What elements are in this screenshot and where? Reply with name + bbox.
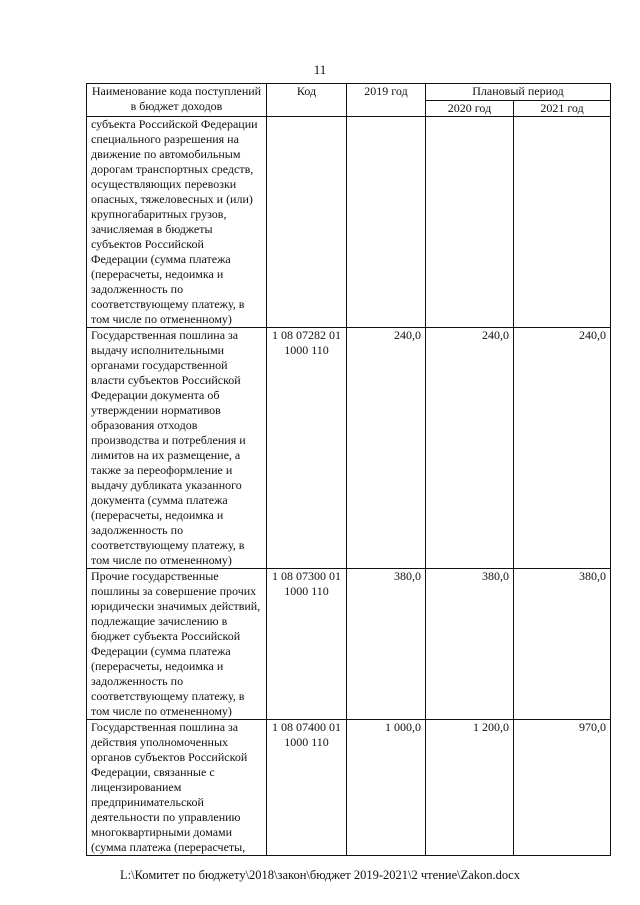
header-2021: 2021 год (514, 101, 611, 117)
revenue-code-cell: 1 08 07300 01 1000 110 (267, 569, 347, 720)
value-2020-cell: 1 200,0 (426, 720, 514, 856)
page-number: 11 (313, 62, 327, 77)
revenue-name-cell: субъекта Российской Федерации специального разрешения на движение по автомобильным дорогам транспортных средств, осуществляющих перевозки опасных, тяжеловесных и (или) крупногабаритных грузов, зачисляемая в бюджеты субъектов Российской Федерации (сумма платежа (перерасчеты, недоимка и задолженность по соответствующему платежу, в том числе по отмененному) (87, 117, 267, 328)
header-code: Код (267, 84, 347, 117)
value-2021-cell: 380,0 (514, 569, 611, 720)
table-row (87, 720, 611, 856)
value-2019-cell: 380,0 (347, 569, 426, 720)
revenue-name-cell: Государственная пошлина за действия уполномоченных органов субъектов Российской Федерации, связанные с лицензированием предпринимательской деятельности по управлению многоквартирными домами (сумма платежа (перерасчеты, (87, 720, 267, 856)
header-2020: 2020 год (426, 101, 514, 117)
header-2019: 2019 год (347, 84, 426, 117)
header-planning-period: Плановый период (426, 84, 611, 101)
value-2019-cell: 1 000,0 (347, 720, 426, 856)
table-row (87, 117, 611, 328)
value-2020-cell: 380,0 (426, 569, 514, 720)
value-2021-cell: 970,0 (514, 720, 611, 856)
budget-revenue-table (86, 83, 611, 856)
value-2021-cell (514, 117, 611, 328)
value-2019-cell (347, 117, 426, 328)
header-name: Наименование кода поступлений в бюджет доходов (87, 84, 267, 117)
revenue-name-cell: Прочие государственные пошлины за совершение прочих юридически значимых действий, подлежащие зачислению в бюджет субъекта Российской Федерации (сумма платежа (перерасчеты, недоимка и задолженность по соответствующему платежу, в том числе по отмененному) (87, 569, 267, 720)
revenue-code-cell: 1 08 07282 01 1000 110 (267, 328, 347, 569)
value-2019-cell: 240,0 (347, 328, 426, 569)
revenue-code-cell (267, 117, 347, 328)
table-row (87, 569, 611, 720)
revenue-code-cell: 1 08 07400 01 1000 110 (267, 720, 347, 856)
revenue-name-cell: Государственная пошлина за выдачу исполнительными органами государственной власти субъектов Российской Федерации документа об утверждении нормативов образования отходов производства и потребления и лимитов на их размещение, а также за переоформление и выдачу дубликата указанного документа (сумма платежа (перерасчеты, недоимка и задолженность по соответствующему платежу, в том числе по отмененному) (87, 328, 267, 569)
file-path-footer: L:\Комитет по бюджету\2018\закон\бюджет 2019-2021\2 чтение\Zakon.docx (120, 868, 520, 882)
value-2021-cell: 240,0 (514, 328, 611, 569)
value-2020-cell (426, 117, 514, 328)
value-2020-cell: 240,0 (426, 328, 514, 569)
table-row (87, 328, 611, 569)
